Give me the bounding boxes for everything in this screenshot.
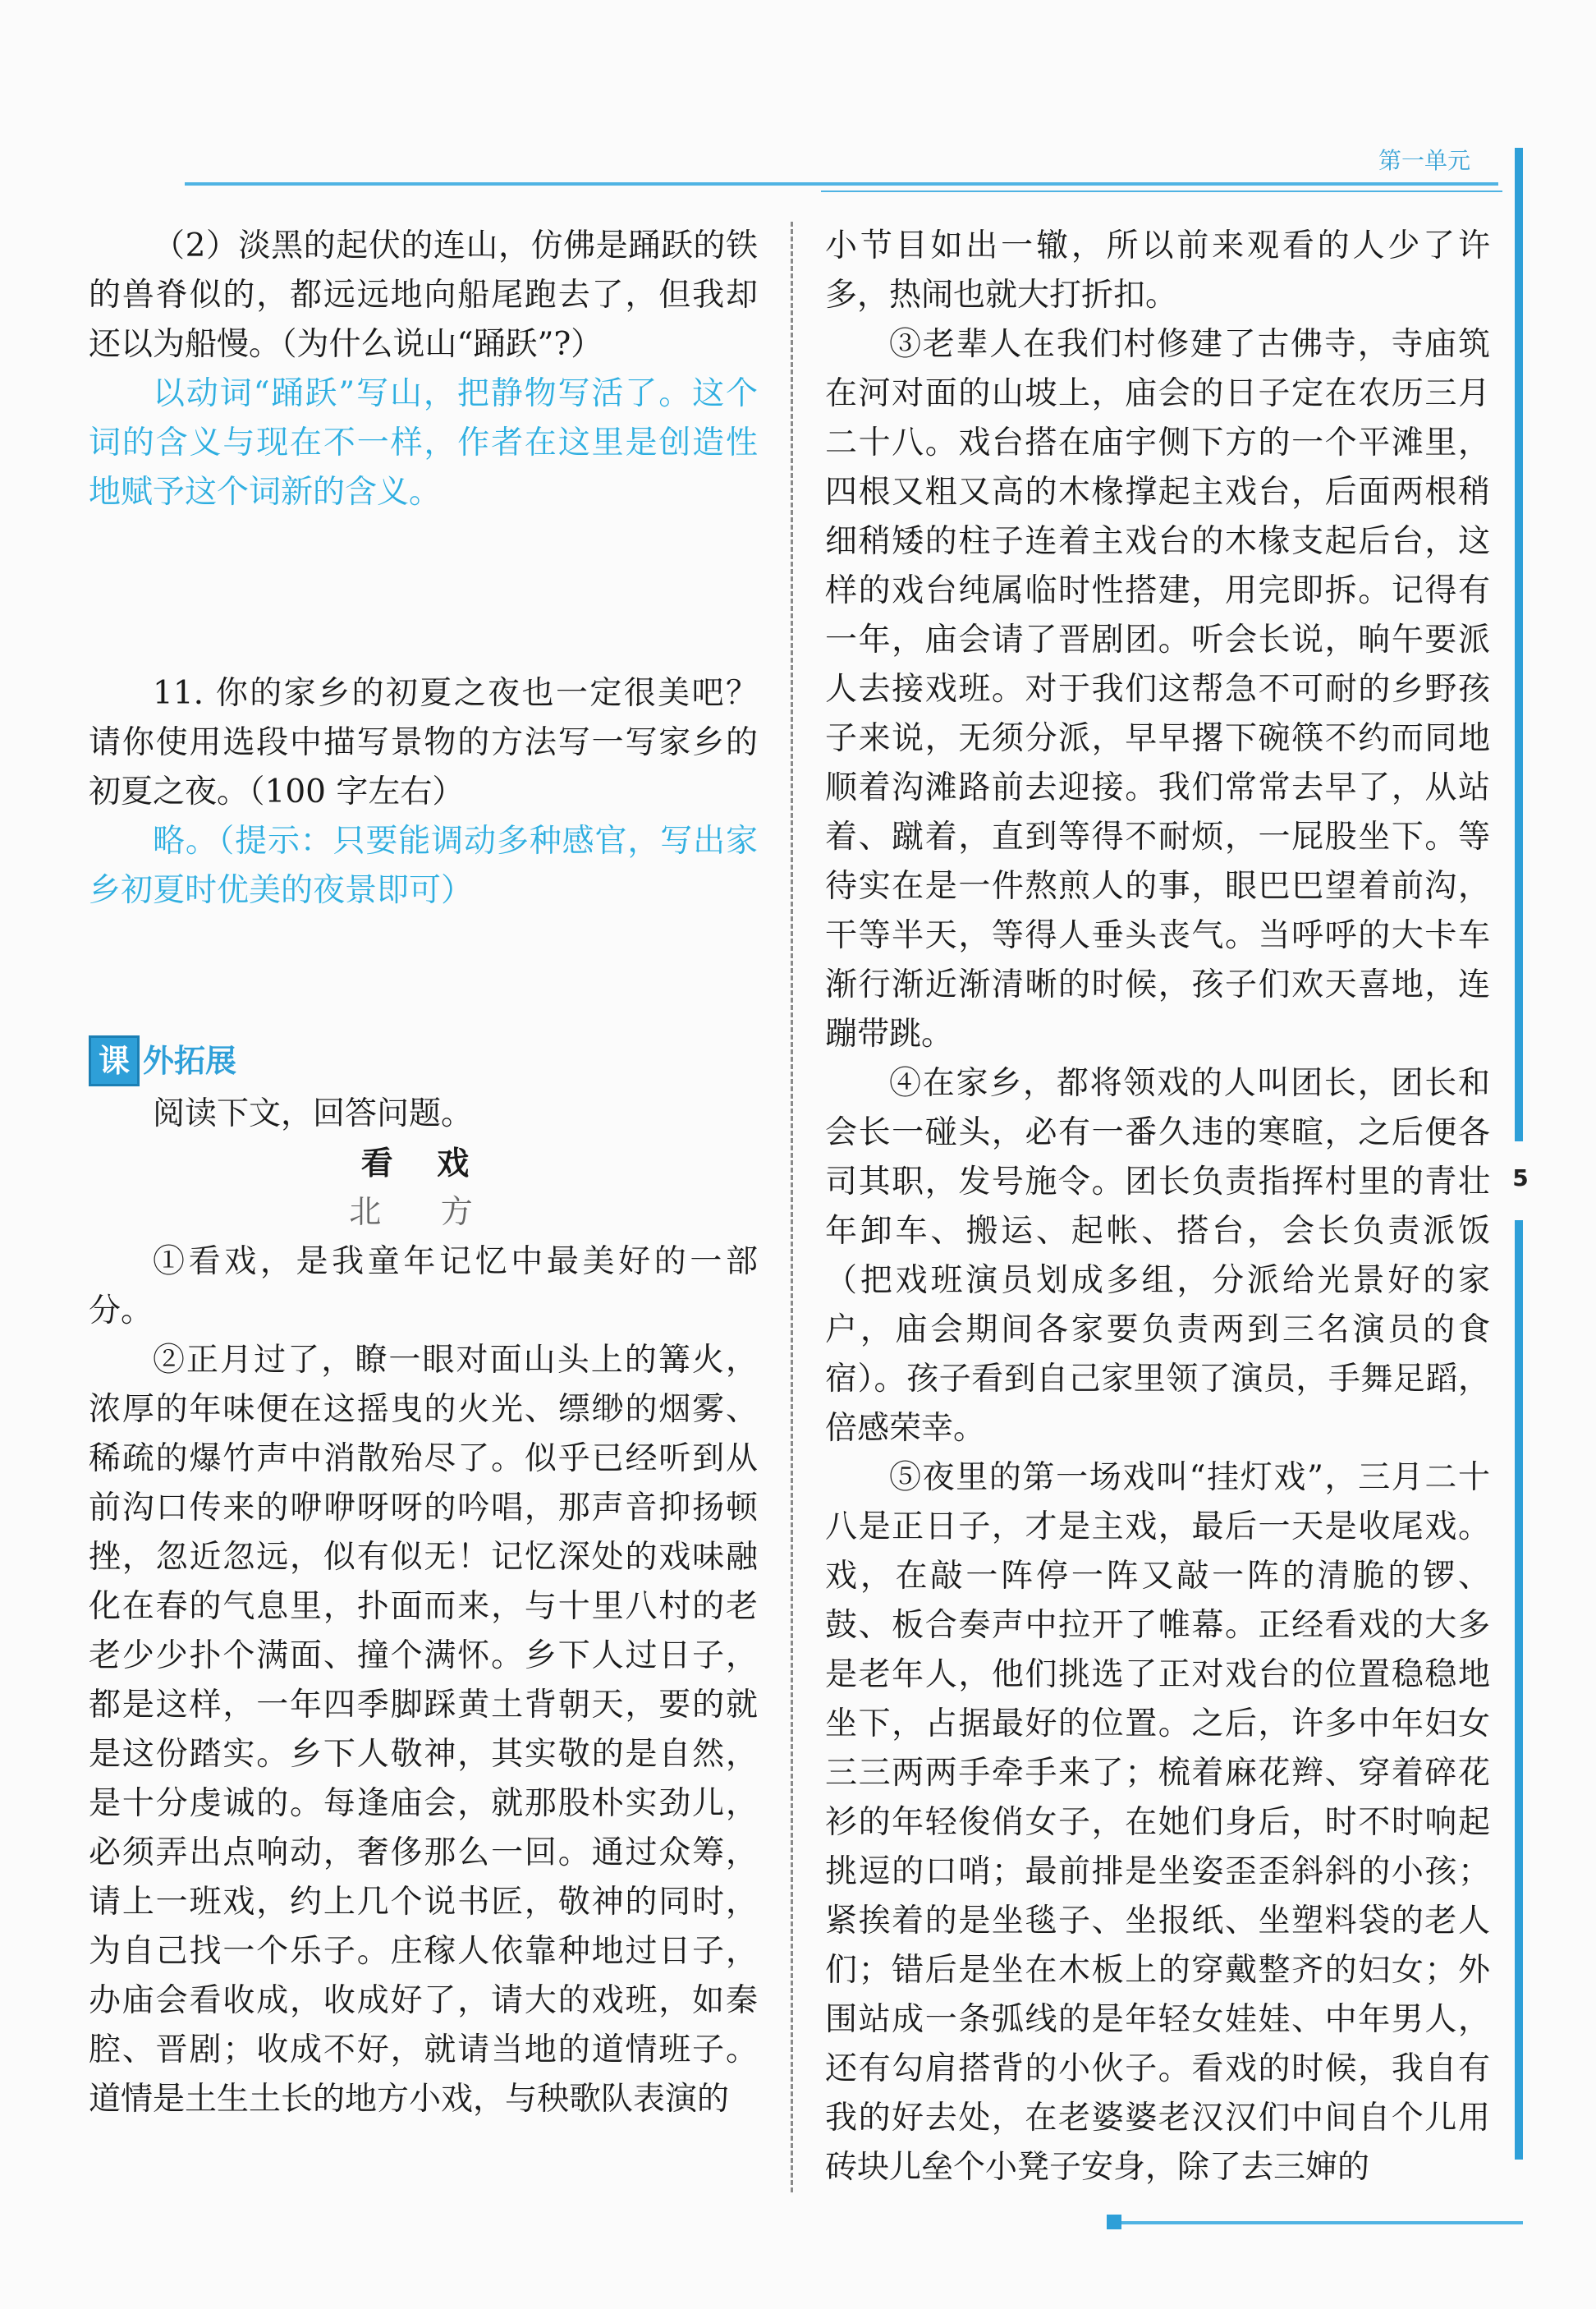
footer-square-mark (1107, 2215, 1121, 2229)
paragraph-1: ①看戏，是我童年记忆中最美好的一部分。 (89, 1243, 758, 1329)
left-column (89, 222, 758, 2124)
question-2: （2）淡黑的起伏的连山，仿佛是踊跃的铁的兽脊似的，都远远地向船尾跑去了，但我却还以为船慢。（为什么说山“踊跃”?） (89, 227, 758, 363)
answer-2: 以动词“踊跃”写山，把静物写活了。这个词的含义与现在不一样，作者在这里是创造性地赋予这个词新的含义。 (89, 375, 758, 511)
paragraph-4: ④在家乡，都将领戏的人叫团长，团长和会长一碰头，必有一番久违的寒暄，之后便各司其职，发号施令。团长负责指挥村里的青壮年卸车、搬运、起帐、搭台，会长负责派饭（把戏班演员划成多组，分派给光景好的家户，庙会期间各家要负责两到三名演员的食宿）。孩子看到自己家里领了演员，手舞足蹈，倍感荣幸。 (825, 1065, 1490, 1447)
answer-11: 略。（提示：只要能调动多种感官，写出家乡初夏时优美的夜景即可） (89, 823, 758, 909)
column-divider (791, 222, 793, 2192)
page-number: 5 (1512, 1164, 1529, 1191)
reading-instruction: 阅读下文，回答问题。 (153, 1095, 474, 1132)
section-heading (89, 1035, 758, 1086)
footer-rule (1117, 2221, 1523, 2224)
question-11: 11. 你的家乡的初夏之夜也一定很美吧？请你使用选段中描写景物的方法写一写家乡的初夏之夜。（100 字左右） (89, 675, 758, 810)
unit-label: 第一单元 (1363, 140, 1486, 186)
section-icon: 课 (89, 1035, 140, 1086)
paragraph-5: ⑤夜里的第一场戏叫“挂灯戏”，三月二十八是正日子，才是主戏，最后一天是收尾戏。戏，在敲一阵停一阵又敲一阵的清脆的锣、鼓、板合奏声中拉开了帷幕。正经看戏的大多是老年人，他们挑选了正对戏台的位置稳稳地坐下，占据最好的位置。之后，许多中年妇女三三两两手牵手来了；梳着麻花辫、穿着碎花衫的年轻俊俏女子，在她们身后，时不时响起挑逗的口哨；最前排是坐姿歪歪斜斜的小孩；紧挨着的是坐毯子、坐报纸、坐塑料袋的老人们；错后是坐在木板上的穿戴整齐的妇女；外围站成一条弧线的是年轻女娃娃、中年男人，还有勾肩搭背的小伙子。看戏的时候，我自有我的好去处，在老婆婆老汉汉们中间自个儿用砖块儿垒个小凳子安身，除了去三婶的 (825, 1459, 1490, 2186)
header-rule-thin (821, 191, 1502, 192)
right-column (825, 222, 1490, 2192)
header-rule (185, 182, 1498, 186)
paragraph-2: ②正月过了，瞭一眼对面山头上的篝火，浓厚的年味便在这摇曳的火光、缥缈的烟雾、稀疏的爆竹声中消散殆尽了。似乎已经听到从前沟口传来的咿咿呀呀的吟唱，那声音抑扬顿挫，忽近忽远，似有似无！记忆深处的戏味融化在春的气息里，扑面而来，与十里八村的老老少少扑个满面、撞个满怀。乡下人过日子，都是这样，一年四季脚踩黄土背朝天，要的就是这份踏实。乡下人敬神，其实敬的是自然，是十分虔诚的。每逢庙会，就那股朴实劲儿，必须弄出点响动，奢侈那么一回。通过众筹，请上一班戏，约上几个说书匠，敬神的同时，为自己找一个乐子。庄稼人依靠种地过日子，办庙会看收成，收成好了，请大的戏班，如秦腔、晋剧；收成不好，就请当地的道情班子。道情是土生土长的地方小戏，与秧歌队表演的 (89, 1342, 758, 2118)
paragraph-2-continued: 小节目如出一辙，所以前来观看的人少了许多，热闹也就大打折扣。 (825, 227, 1490, 314)
article-title: 看 戏 (360, 1145, 486, 1182)
section-title: 外拓展 (143, 1042, 237, 1079)
article-author: 北 方 (349, 1194, 498, 1231)
paragraph-3: ③老辈人在我们村修建了古佛寺，寺庙筑在河对面的山坡上，庙会的日子定在农历三月二十八。戏台搭在庙宇侧下方的一个平滩里，四根又粗又高的木椽撑起主戏台，后面两根稍细稍矮的柱子连着主戏台的木椽支起后台，这样的戏台纯属临时性搭建，用完即拆。记得有一年，庙会请了晋剧团。听会长说，晌午要派人去接戏班。对于我们这帮急不可耐的乡野孩子来说，无须分派，早早撂下碗筷不约而同地顺着沟滩路前去迎接。我们常常去早了，从站着、蹴着，直到等得不耐烦，一屁股坐下。等待实在是一件熬煎人的事，眼巴巴望着前沟，干等半天，等得人垂头丧气。当呼呼的大卡车渐行渐近渐清晰的时候，孩子们欢天喜地，连蹦带跳。 (825, 326, 1490, 1053)
